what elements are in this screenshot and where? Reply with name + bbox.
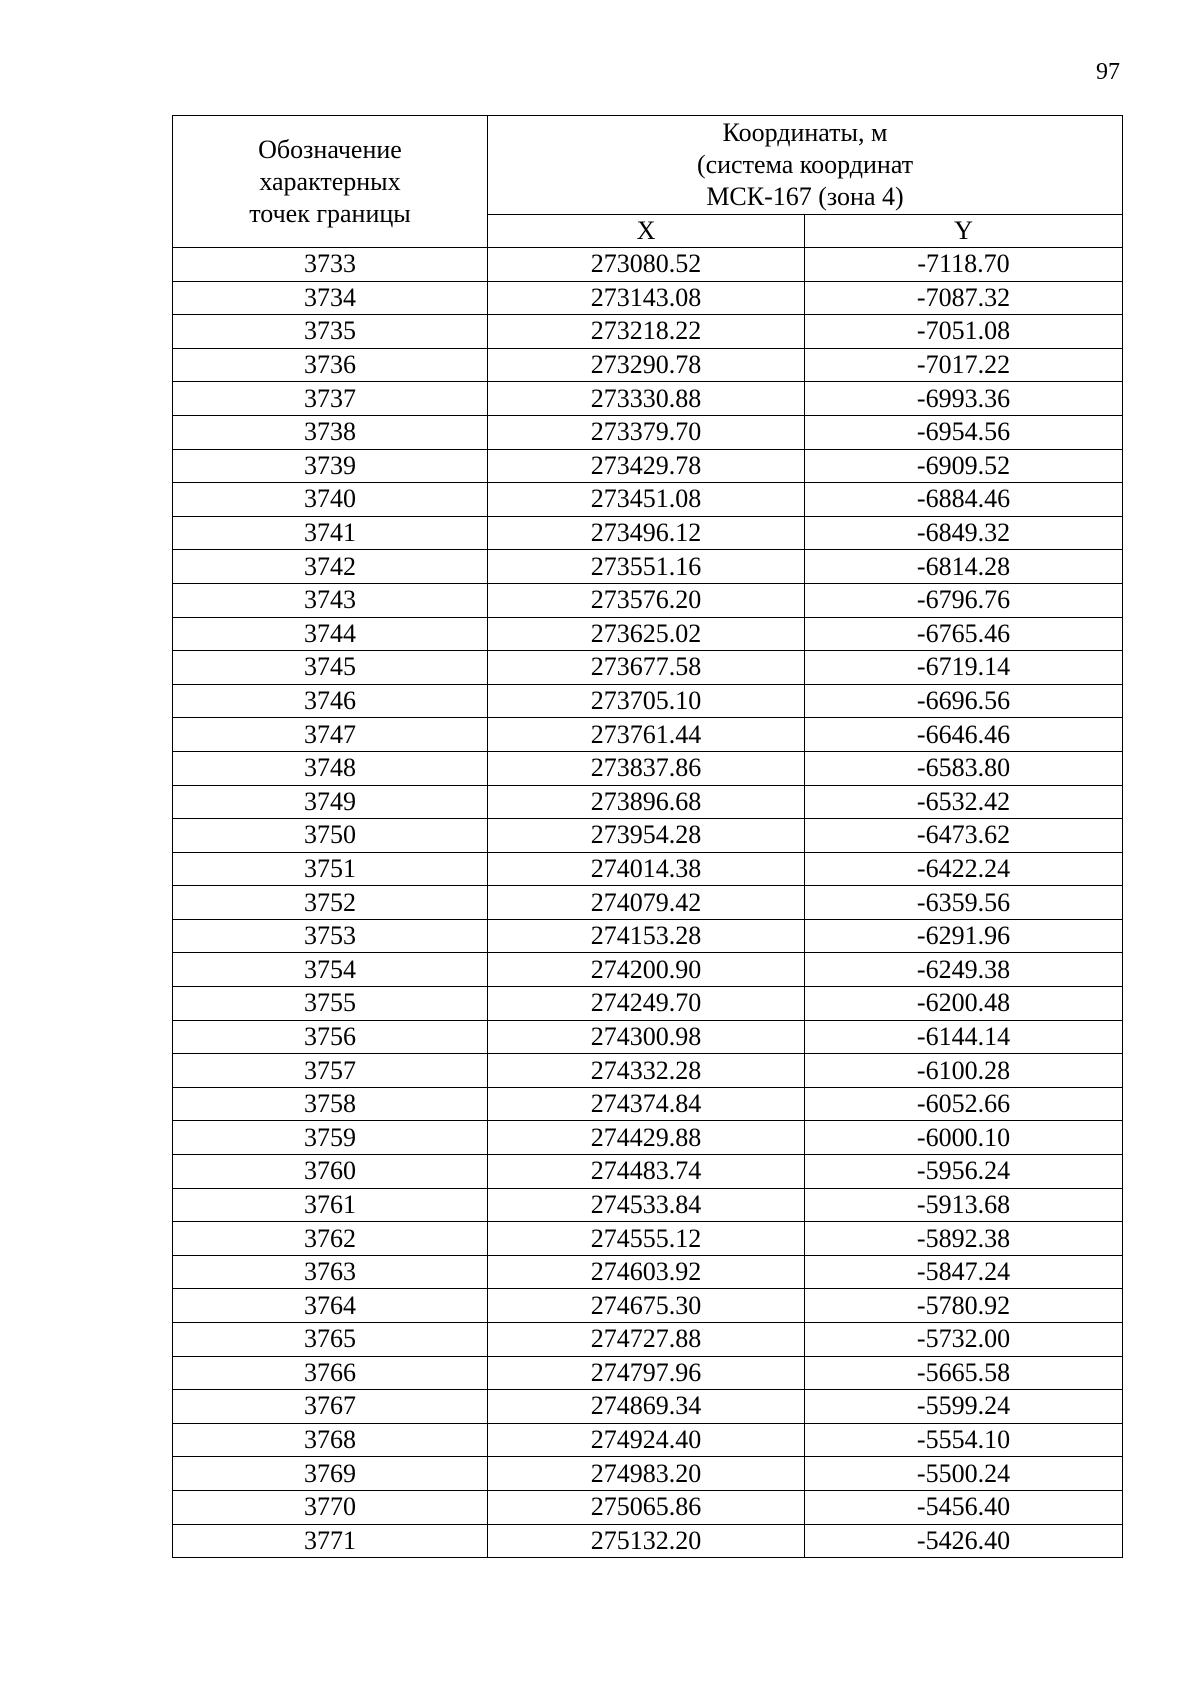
y-cell: -6909.52 <box>805 449 1123 483</box>
x-cell: 273080.52 <box>488 248 805 282</box>
y-cell: -5847.24 <box>805 1255 1123 1289</box>
table-row <box>173 516 1123 550</box>
point-cell: 3767 <box>173 1390 488 1424</box>
point-cell: 3760 <box>173 1155 488 1189</box>
y-cell: -6796.76 <box>805 583 1123 617</box>
x-cell: 273429.78 <box>488 449 805 483</box>
coords-title-line: Координаты, м <box>722 118 888 147</box>
point-cell: 3746 <box>173 684 488 718</box>
x-cell: 274603.92 <box>488 1255 805 1289</box>
point-cell: 3734 <box>173 281 488 315</box>
point-cell: 3750 <box>173 819 488 853</box>
x-cell: 274153.28 <box>488 919 805 953</box>
table-row <box>173 315 1123 349</box>
point-cell: 3744 <box>173 617 488 651</box>
y-cell: -6884.46 <box>805 483 1123 517</box>
point-cell: 3763 <box>173 1255 488 1289</box>
y-cell: -6422.24 <box>805 852 1123 886</box>
y-cell: -5500.24 <box>805 1457 1123 1491</box>
y-cell: -7017.22 <box>805 348 1123 382</box>
y-cell: -5913.68 <box>805 1188 1123 1222</box>
table-header <box>173 116 1123 248</box>
table-row <box>173 651 1123 685</box>
y-cell: -6291.96 <box>805 919 1123 953</box>
table-row <box>173 1457 1123 1491</box>
point-cell: 3742 <box>173 550 488 584</box>
y-cell: -5732.00 <box>805 1323 1123 1357</box>
x-cell: 273379.70 <box>488 415 805 449</box>
table-row <box>173 617 1123 651</box>
point-cell: 3733 <box>173 248 488 282</box>
point-cell: 3741 <box>173 516 488 550</box>
point-cell: 3766 <box>173 1356 488 1390</box>
y-cell: -5892.38 <box>805 1222 1123 1256</box>
point-cell: 3762 <box>173 1222 488 1256</box>
point-cell: 3739 <box>173 449 488 483</box>
x-cell: 274014.38 <box>488 852 805 886</box>
table-row <box>173 1155 1123 1189</box>
point-label-line: Обозначение <box>258 134 402 164</box>
y-cell: -6200.48 <box>805 987 1123 1021</box>
x-cell: 274797.96 <box>488 1356 805 1390</box>
x-cell: 275065.86 <box>488 1490 805 1524</box>
coordinates-table <box>172 115 1123 1558</box>
x-cell: 274332.28 <box>488 1054 805 1088</box>
table-body <box>173 248 1123 1558</box>
table-row <box>173 1222 1123 1256</box>
y-cell: -6814.28 <box>805 550 1123 584</box>
y-cell: -6646.46 <box>805 718 1123 752</box>
y-cell: -6954.56 <box>805 415 1123 449</box>
table-row <box>173 1054 1123 1088</box>
x-cell: 274079.42 <box>488 886 805 920</box>
x-cell: 274869.34 <box>488 1390 805 1424</box>
point-cell: 3770 <box>173 1490 488 1524</box>
point-cell: 3748 <box>173 751 488 785</box>
table-row <box>173 684 1123 718</box>
y-cell: -5956.24 <box>805 1155 1123 1189</box>
x-cell: 273330.88 <box>488 382 805 416</box>
y-cell: -5426.40 <box>805 1524 1123 1558</box>
y-cell: -6473.62 <box>805 819 1123 853</box>
x-cell: 275132.20 <box>488 1524 805 1558</box>
table-row <box>173 550 1123 584</box>
table-row <box>173 415 1123 449</box>
table-row <box>173 348 1123 382</box>
y-cell: -7087.32 <box>805 281 1123 315</box>
table-row <box>173 718 1123 752</box>
y-cell: -6849.32 <box>805 516 1123 550</box>
x-cell: 274374.84 <box>488 1087 805 1121</box>
y-cell: -6532.42 <box>805 785 1123 819</box>
table-row <box>173 751 1123 785</box>
y-cell: -5780.92 <box>805 1289 1123 1323</box>
point-cell: 3736 <box>173 348 488 382</box>
point-cell: 3752 <box>173 886 488 920</box>
x-cell: 273496.12 <box>488 516 805 550</box>
x-cell: 274533.84 <box>488 1188 805 1222</box>
table-row <box>173 483 1123 517</box>
y-cell: -5554.10 <box>805 1423 1123 1457</box>
x-cell: 274429.88 <box>488 1121 805 1155</box>
point-cell: 3754 <box>173 953 488 987</box>
x-cell: 274555.12 <box>488 1222 805 1256</box>
x-cell: 273677.58 <box>488 651 805 685</box>
x-cell: 273143.08 <box>488 281 805 315</box>
table-row <box>173 248 1123 282</box>
x-cell: 273761.44 <box>488 718 805 752</box>
table-row <box>173 1020 1123 1054</box>
x-cell: 274300.98 <box>488 1020 805 1054</box>
y-cell: -6359.56 <box>805 886 1123 920</box>
coordinates-header <box>488 116 1123 215</box>
point-cell: 3751 <box>173 852 488 886</box>
table-row <box>173 1490 1123 1524</box>
y-cell: -6696.56 <box>805 684 1123 718</box>
point-cell: 3769 <box>173 1457 488 1491</box>
table-row <box>173 919 1123 953</box>
x-cell: 273705.10 <box>488 684 805 718</box>
table-row <box>173 1121 1123 1155</box>
point-label-line: точек границы <box>249 198 411 228</box>
x-cell: 274249.70 <box>488 987 805 1021</box>
y-column-header: Y <box>805 215 1123 248</box>
table-row <box>173 987 1123 1021</box>
point-cell: 3761 <box>173 1188 488 1222</box>
y-cell: -5665.58 <box>805 1356 1123 1390</box>
table-row <box>173 1356 1123 1390</box>
point-cell: 3740 <box>173 483 488 517</box>
coords-title-line: (система координат <box>696 150 914 179</box>
table-row <box>173 819 1123 853</box>
table-row <box>173 1390 1123 1424</box>
y-cell: -6583.80 <box>805 751 1123 785</box>
point-cell: 3756 <box>173 1020 488 1054</box>
y-cell: -5599.24 <box>805 1390 1123 1424</box>
point-cell: 3771 <box>173 1524 488 1558</box>
table-row <box>173 1255 1123 1289</box>
x-cell: 273451.08 <box>488 483 805 517</box>
point-cell: 3749 <box>173 785 488 819</box>
x-cell: 274983.20 <box>488 1457 805 1491</box>
point-cell: 3755 <box>173 987 488 1021</box>
y-cell: -6100.28 <box>805 1054 1123 1088</box>
x-cell: 273551.16 <box>488 550 805 584</box>
table-row <box>173 1087 1123 1121</box>
x-cell: 274924.40 <box>488 1423 805 1457</box>
table-row <box>173 852 1123 886</box>
y-cell: -6719.14 <box>805 651 1123 685</box>
table-row <box>173 382 1123 416</box>
y-cell: -7051.08 <box>805 315 1123 349</box>
point-cell: 3768 <box>173 1423 488 1457</box>
point-cell: 3753 <box>173 919 488 953</box>
y-cell: -7118.70 <box>805 248 1123 282</box>
x-cell: 274483.74 <box>488 1155 805 1189</box>
table-row <box>173 281 1123 315</box>
table-row <box>173 583 1123 617</box>
x-cell: 273837.86 <box>488 751 805 785</box>
point-cell: 3765 <box>173 1323 488 1357</box>
coords-title-line: МСК-167 (зона 4) <box>706 182 904 211</box>
point-cell: 3757 <box>173 1054 488 1088</box>
point-label-line: характерных <box>259 166 401 196</box>
page-number: 97 <box>1096 59 1120 85</box>
point-cell: 3759 <box>173 1121 488 1155</box>
table-row <box>173 953 1123 987</box>
x-cell: 274727.88 <box>488 1323 805 1357</box>
point-cell: 3738 <box>173 415 488 449</box>
point-label-header <box>173 116 488 248</box>
x-column-header: X <box>488 215 805 248</box>
point-cell: 3747 <box>173 718 488 752</box>
table-row <box>173 886 1123 920</box>
x-cell: 273625.02 <box>488 617 805 651</box>
point-cell: 3743 <box>173 583 488 617</box>
y-cell: -6052.66 <box>805 1087 1123 1121</box>
table-row <box>173 1323 1123 1357</box>
y-cell: -6000.10 <box>805 1121 1123 1155</box>
x-cell: 273576.20 <box>488 583 805 617</box>
point-cell: 3764 <box>173 1289 488 1323</box>
y-cell: -6765.46 <box>805 617 1123 651</box>
x-cell: 273954.28 <box>488 819 805 853</box>
table-row <box>173 1524 1123 1558</box>
point-cell: 3737 <box>173 382 488 416</box>
table-row <box>173 785 1123 819</box>
y-cell: -5456.40 <box>805 1490 1123 1524</box>
x-cell: 273218.22 <box>488 315 805 349</box>
y-cell: -6993.36 <box>805 382 1123 416</box>
table-row <box>173 449 1123 483</box>
table-row <box>173 1188 1123 1222</box>
point-cell: 3745 <box>173 651 488 685</box>
point-cell: 3735 <box>173 315 488 349</box>
table-row <box>173 1423 1123 1457</box>
table-row <box>173 1289 1123 1323</box>
x-cell: 273896.68 <box>488 785 805 819</box>
x-cell: 273290.78 <box>488 348 805 382</box>
x-cell: 274675.30 <box>488 1289 805 1323</box>
y-cell: -6249.38 <box>805 953 1123 987</box>
point-cell: 3758 <box>173 1087 488 1121</box>
x-cell: 274200.90 <box>488 953 805 987</box>
y-cell: -6144.14 <box>805 1020 1123 1054</box>
